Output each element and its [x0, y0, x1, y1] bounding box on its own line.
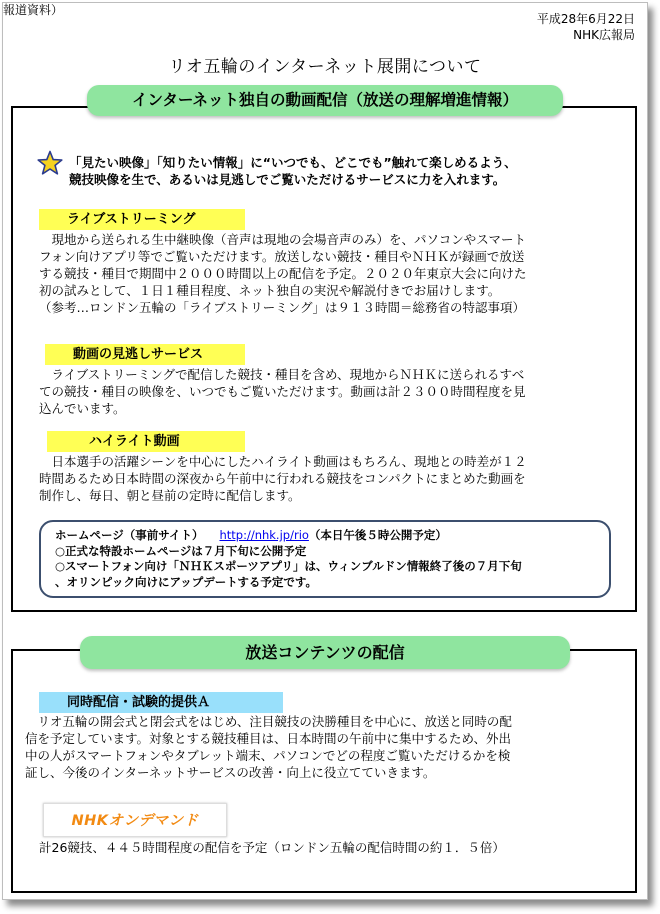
homepage-link[interactable]: http://nhk.jp/rio	[219, 528, 309, 542]
highlight-video-text: 日本選手の活躍シーンを中心にしたハイライト動画はもちろん、現地との時差が１２ 時間あるため日本時間の深夜から午前中に行われる競技をコンパクトにまとめた動画を 制作し、毎日、朝と昼前の定時に配信します。	[39, 454, 527, 503]
missed-service-text: ライブストリーミングで配信した競技・種目を含め、現地からＮＨＫに送られるすべ ての競技・種目の映像を、いつでもご覧いただけます。動画は計２３００時間程度を見 込んでいます。	[39, 367, 526, 416]
section2-heading: 放送コンテンツの配信	[80, 636, 570, 669]
star-icon	[37, 150, 63, 176]
press-release-page	[2, 2, 648, 900]
release-date: 平成28年6月22日	[536, 12, 635, 26]
simulcast-label: 同時配信・試験的提供Ａ	[39, 692, 283, 713]
highlight-video-label: ハイライト動画	[47, 431, 245, 452]
publisher: NHK広報局	[573, 28, 635, 42]
date-block	[537, 11, 635, 43]
homepage-label: ホームページ（事前サイト）	[55, 528, 204, 542]
nhk-ondemand-logo: NHKオンデマンド	[43, 803, 227, 837]
homepage-note: （本日午後５時公開予定）	[308, 528, 447, 542]
ondemand-text: 計26競技、４４５時間程度の配信を予定（ロンドン五輪の配信時間の約１．５倍）	[39, 840, 505, 855]
missed-service-label: 動画の見逃しサービス	[45, 344, 245, 365]
live-streaming-label: ライブストリーミング	[39, 209, 245, 230]
lead-text: 「見たい映像」「知りたい情報」に“いつでも、どこでも”触れて楽しめるよう、 競技映像を生で、あるいは見逃しでご覧いただけるサービスに力を入れます。	[69, 155, 517, 187]
corner-label: 報道資料）	[3, 3, 64, 17]
homepage-info-box: ホームページ（事前サイト） http://nhk.jp/rio（本日午後５時公開予定） ○正式な特設ホームページは７月下旬に公開予定 ○スマートフォン向け「ＮＨＫスポーツアプリ」は、ウィンブルドン情報終了後の７月下旬 、オリンピック向けにアップデートする予定です。	[39, 520, 611, 598]
simulcast-text: リオ五輪の開会式と閉会式をはじめ、注目競技の決勝種目を中心に、放送と同時の配 信を予定しています。対象とする競技種目は、日本時間の午前中に集中するため、外出 中の人がスマートフォンやタブレット端末、パソコンでどの程度ご覧いただけるかを検 証し、今後のインターネットサービスの改善・向上に役立てていきます。	[25, 714, 512, 780]
document-title: リオ五輪のインターネット展開について	[168, 57, 482, 77]
live-streaming-text: 現地から送られる生中継映像（音声は現地の会場音声のみ）を、パソコンやスマート フォン向けアプリ等でご覧いただけます。放送しない競技・種目やＮＨＫが録画で放送 する競技・種目で期間中２０００時間以上の配信を予定。２０２０年東京大会に向けた 初の試みとして、１日１種目程度、ネット独自の実況や解説付きでお届けします。 （参考…ロンドン五輪の「ライブストリーミング」は９１３時間＝総務省の特認事項）	[39, 232, 527, 315]
section1-heading: インターネット独自の動画配信（放送の理解増進情報）	[87, 85, 563, 116]
